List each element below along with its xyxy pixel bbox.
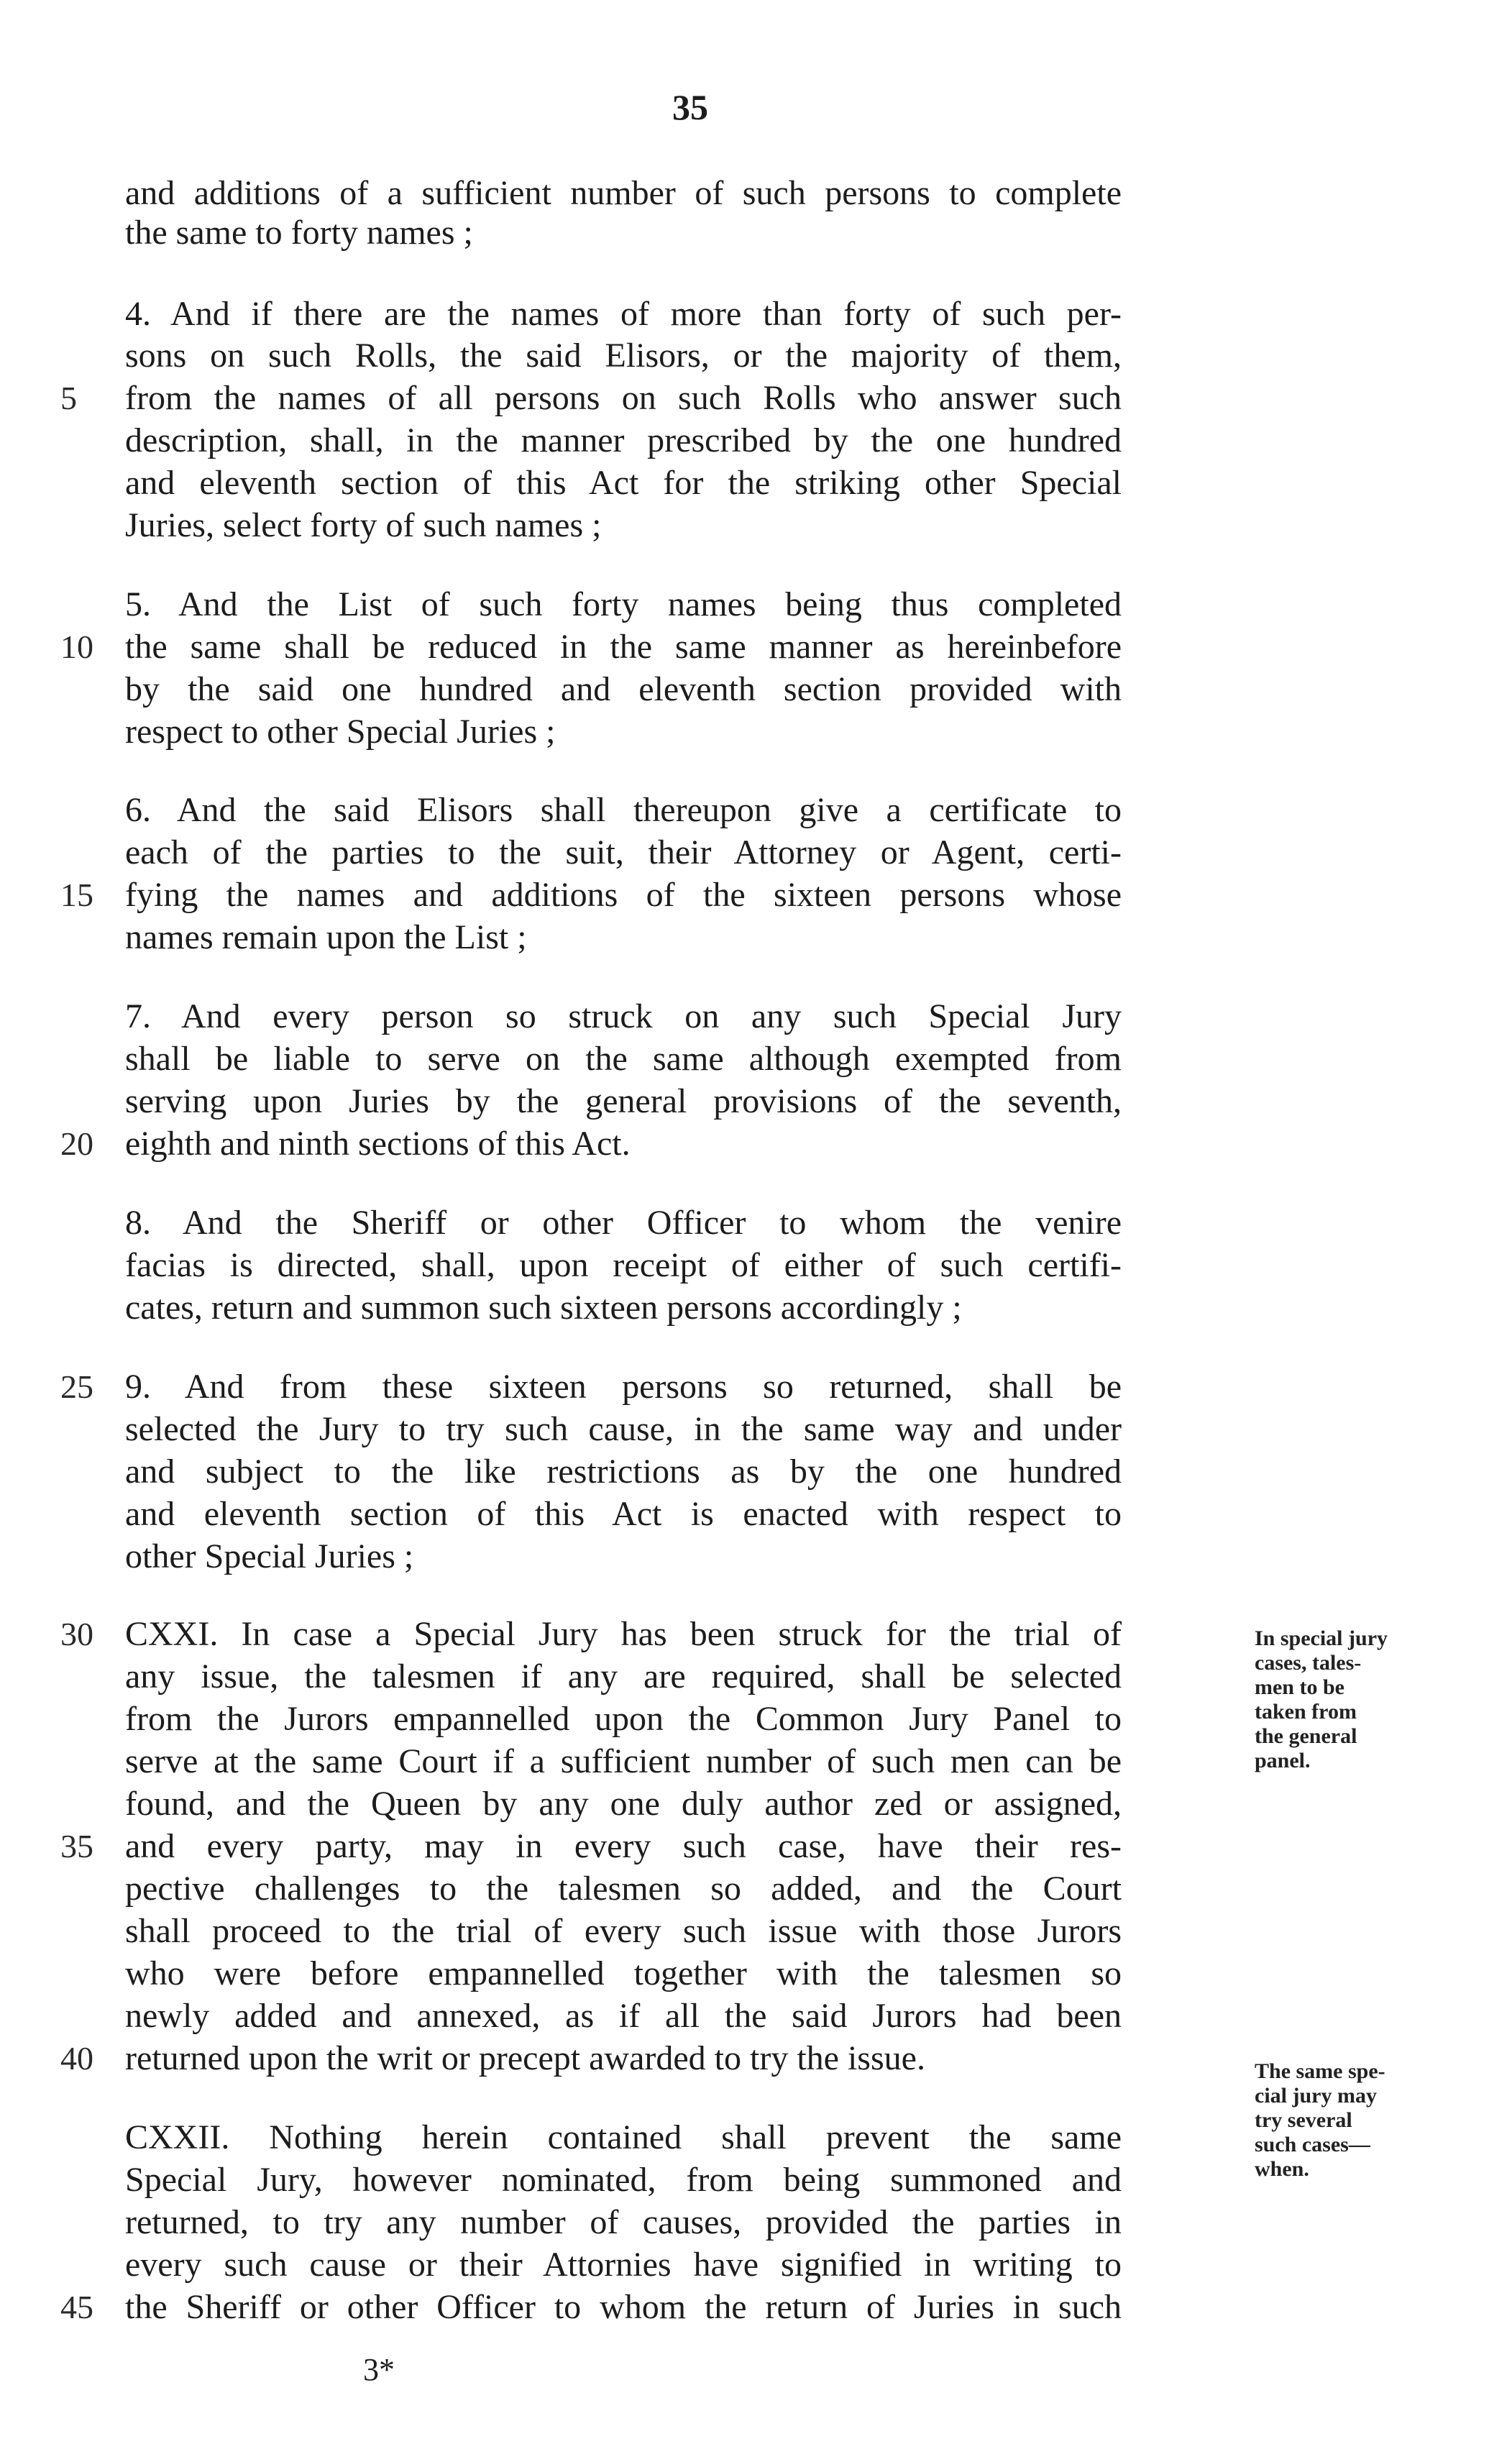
line-text: CXXII. Nothing herein contained shall prevent the same (125, 2118, 1122, 2156)
text-line (0, 1995, 1122, 2037)
text-line (0, 1366, 1122, 1408)
text-line (0, 1245, 1122, 1286)
margin-note-line: panel. (1255, 1749, 1311, 1772)
line-text: 8. And the Sheriff or other Officer to whom the venire (125, 1204, 1122, 1242)
text-line (0, 1202, 1122, 1244)
line-text: the same shall be reduced in the same manner as hereinbefore (125, 628, 1122, 666)
text-line (0, 626, 1122, 668)
line-text: shall be liable to serve on the same although exempted from (125, 1040, 1122, 1078)
margin-note-line: In special jury (1255, 1626, 1388, 1650)
line-text: CXXI. In case a Special Jury has been struck for the trial of (125, 1615, 1122, 1653)
line-text: cates, return and summon such sixteen persons accordingly ; (125, 1289, 962, 1327)
text-line (0, 505, 1122, 546)
text-line (0, 2038, 1122, 2079)
text-line (0, 1741, 1122, 1783)
text-line (0, 1783, 1122, 1825)
text-line (0, 1409, 1122, 1450)
line-text: respect to other Special Juries ; (125, 713, 556, 751)
text-line (0, 790, 1122, 831)
line-text: every such cause or their Attornies have signified in writing to (125, 2246, 1122, 2284)
line-text: serve at the same Court if a sufficient number of such men can be (125, 1742, 1122, 1780)
text-line (0, 293, 1122, 335)
line-text: selected the Jury to try such cause, in the same way and under (125, 1410, 1122, 1448)
text-line (0, 1826, 1122, 1867)
line-number: 5 (60, 380, 77, 416)
line-text: newly added and annexed, as if all the said Jurors had been (125, 1997, 1122, 2035)
line-text: names remain upon the List ; (125, 918, 527, 956)
line-text: the Sheriff or other Officer to whom the return of Juries in such (125, 2288, 1122, 2326)
line-text: 6. And the said Elisors shall thereupon give a certificate to (125, 791, 1122, 829)
text-line (0, 2202, 1122, 2243)
text-line (0, 1493, 1122, 1535)
line-number: 25 (60, 1368, 93, 1405)
margin-note-line: taken from (1255, 1700, 1357, 1724)
text-line (0, 2244, 1122, 2286)
line-text: found, and the Queen by any one duly author zed or assigned, (125, 1785, 1122, 1823)
line-number: 10 (60, 628, 93, 665)
line-text: and subject to the like restrictions as by the one hundred (125, 1452, 1122, 1491)
line-text: and eleventh section of this Act for the striking other Special (125, 464, 1122, 502)
text-line (0, 1038, 1122, 1080)
line-text: each of the parties to the suit, their Attorney or Agent, certi- (125, 833, 1122, 871)
text-line (0, 1698, 1122, 1740)
line-text: by the said one hundred and eleventh section provided with (125, 670, 1122, 708)
line-text: any issue, the talesmen if any are required, shall be selected (125, 1657, 1122, 1696)
text-line (0, 996, 1122, 1038)
line-text: eighth and ninth sections of this Act. (125, 1125, 631, 1163)
line-text: Juries, select forty of such names ; (125, 506, 602, 544)
text-line (0, 2117, 1122, 2159)
line-text: 5. And the List of such forty names being thus completed (125, 585, 1122, 623)
line-text: shall proceed to the trial of every such issue with those Jurors (125, 1912, 1122, 1950)
line-text: pective challenges to the talesmen so added, and the Court (125, 1870, 1122, 1908)
line-text: 9. And from these sixteen persons so returned, shall be (125, 1368, 1122, 1406)
margin-note-line: such cases— (1255, 2133, 1370, 2156)
line-text: and eleventh section of this Act is enacted with respect to (125, 1495, 1122, 1533)
line-text: sons on such Rolls, the said Elisors, or the majority of them, (125, 337, 1122, 375)
text-line (0, 2159, 1122, 2201)
line-number: 35 (60, 1828, 93, 1864)
text-line (0, 420, 1122, 462)
text-line (0, 335, 1122, 377)
page-number: 35 (672, 87, 708, 127)
margin-note-special-jury (1255, 1626, 1492, 1773)
text-line (0, 1614, 1122, 1655)
line-text: description, shall, in the manner prescribed by the one hundred (125, 421, 1122, 459)
margin-note-line: cial jury may (1255, 2084, 1377, 2108)
text-line (0, 377, 1122, 419)
line-text: and every party, may in every such case, have their res- (125, 1827, 1122, 1865)
line-number: 20 (60, 1125, 93, 1162)
text-line (0, 1081, 1122, 1122)
line-text: 7. And every person so struck on any such Special Jury (125, 997, 1122, 1035)
line-number: 15 (60, 877, 93, 913)
line-text: who were before empannelled together with the talesmen so (125, 1954, 1122, 1992)
text-line (0, 1451, 1122, 1493)
line-text: Special Jury, however nominated, from being summoned and (125, 2161, 1122, 2199)
margin-note-line: cases, tales- (1255, 1651, 1362, 1675)
margin-note-line: try several (1255, 2108, 1352, 2132)
text-line (0, 917, 1122, 958)
line-number: 40 (60, 2040, 93, 2077)
margin-note-line: the general (1255, 1724, 1357, 1748)
text-line (0, 1287, 1122, 1329)
text-line (0, 1953, 1122, 1995)
line-text: other Special Juries ; (125, 1537, 414, 1575)
line-text: 4. And if there are the names of more than forty of such per- (125, 295, 1122, 333)
margin-note-line: men to be (1255, 1675, 1344, 1699)
text-line (0, 1123, 1122, 1165)
line-number: 45 (60, 2289, 93, 2325)
line-number: 30 (60, 1616, 93, 1652)
line-text: from the Jurors empannelled upon the Common Jury Panel to (125, 1700, 1122, 1738)
text-line (0, 1656, 1122, 1698)
text-line (0, 212, 1122, 254)
line-text: returned, to try any number of causes, provided the parties in (125, 2203, 1122, 2241)
margin-note-line: when. (1255, 2157, 1309, 2181)
text-line (0, 462, 1122, 504)
line-text: and additions of a sufficient number of such persons to complete (125, 174, 1122, 212)
line-text: the same to forty names ; (125, 214, 473, 252)
text-line (0, 1911, 1122, 1952)
text-line (0, 584, 1122, 626)
signature-mark: 3* (363, 2352, 395, 2387)
line-text: fying the names and additions of the sixteen persons whose (125, 876, 1122, 914)
text-line (0, 832, 1122, 874)
text-line (0, 874, 1122, 916)
line-text: returned upon the writ or precept awarded to try the issue. (125, 2039, 925, 2077)
text-line (0, 1536, 1122, 1578)
text-line (0, 711, 1122, 753)
text-line (0, 173, 1122, 214)
text-line (0, 1868, 1122, 1910)
line-text: facias is directed, shall, upon receipt of either of such certifi- (125, 1246, 1122, 1284)
line-text: serving upon Juries by the general provisions of the seventh, (125, 1082, 1122, 1120)
margin-note-line: The same spe- (1255, 2059, 1385, 2083)
line-text: from the names of all persons on such Rolls who answer such (125, 379, 1122, 417)
margin-note-same-special-jury (1255, 2059, 1492, 2182)
text-line (0, 669, 1122, 710)
text-line (0, 2287, 1122, 2328)
